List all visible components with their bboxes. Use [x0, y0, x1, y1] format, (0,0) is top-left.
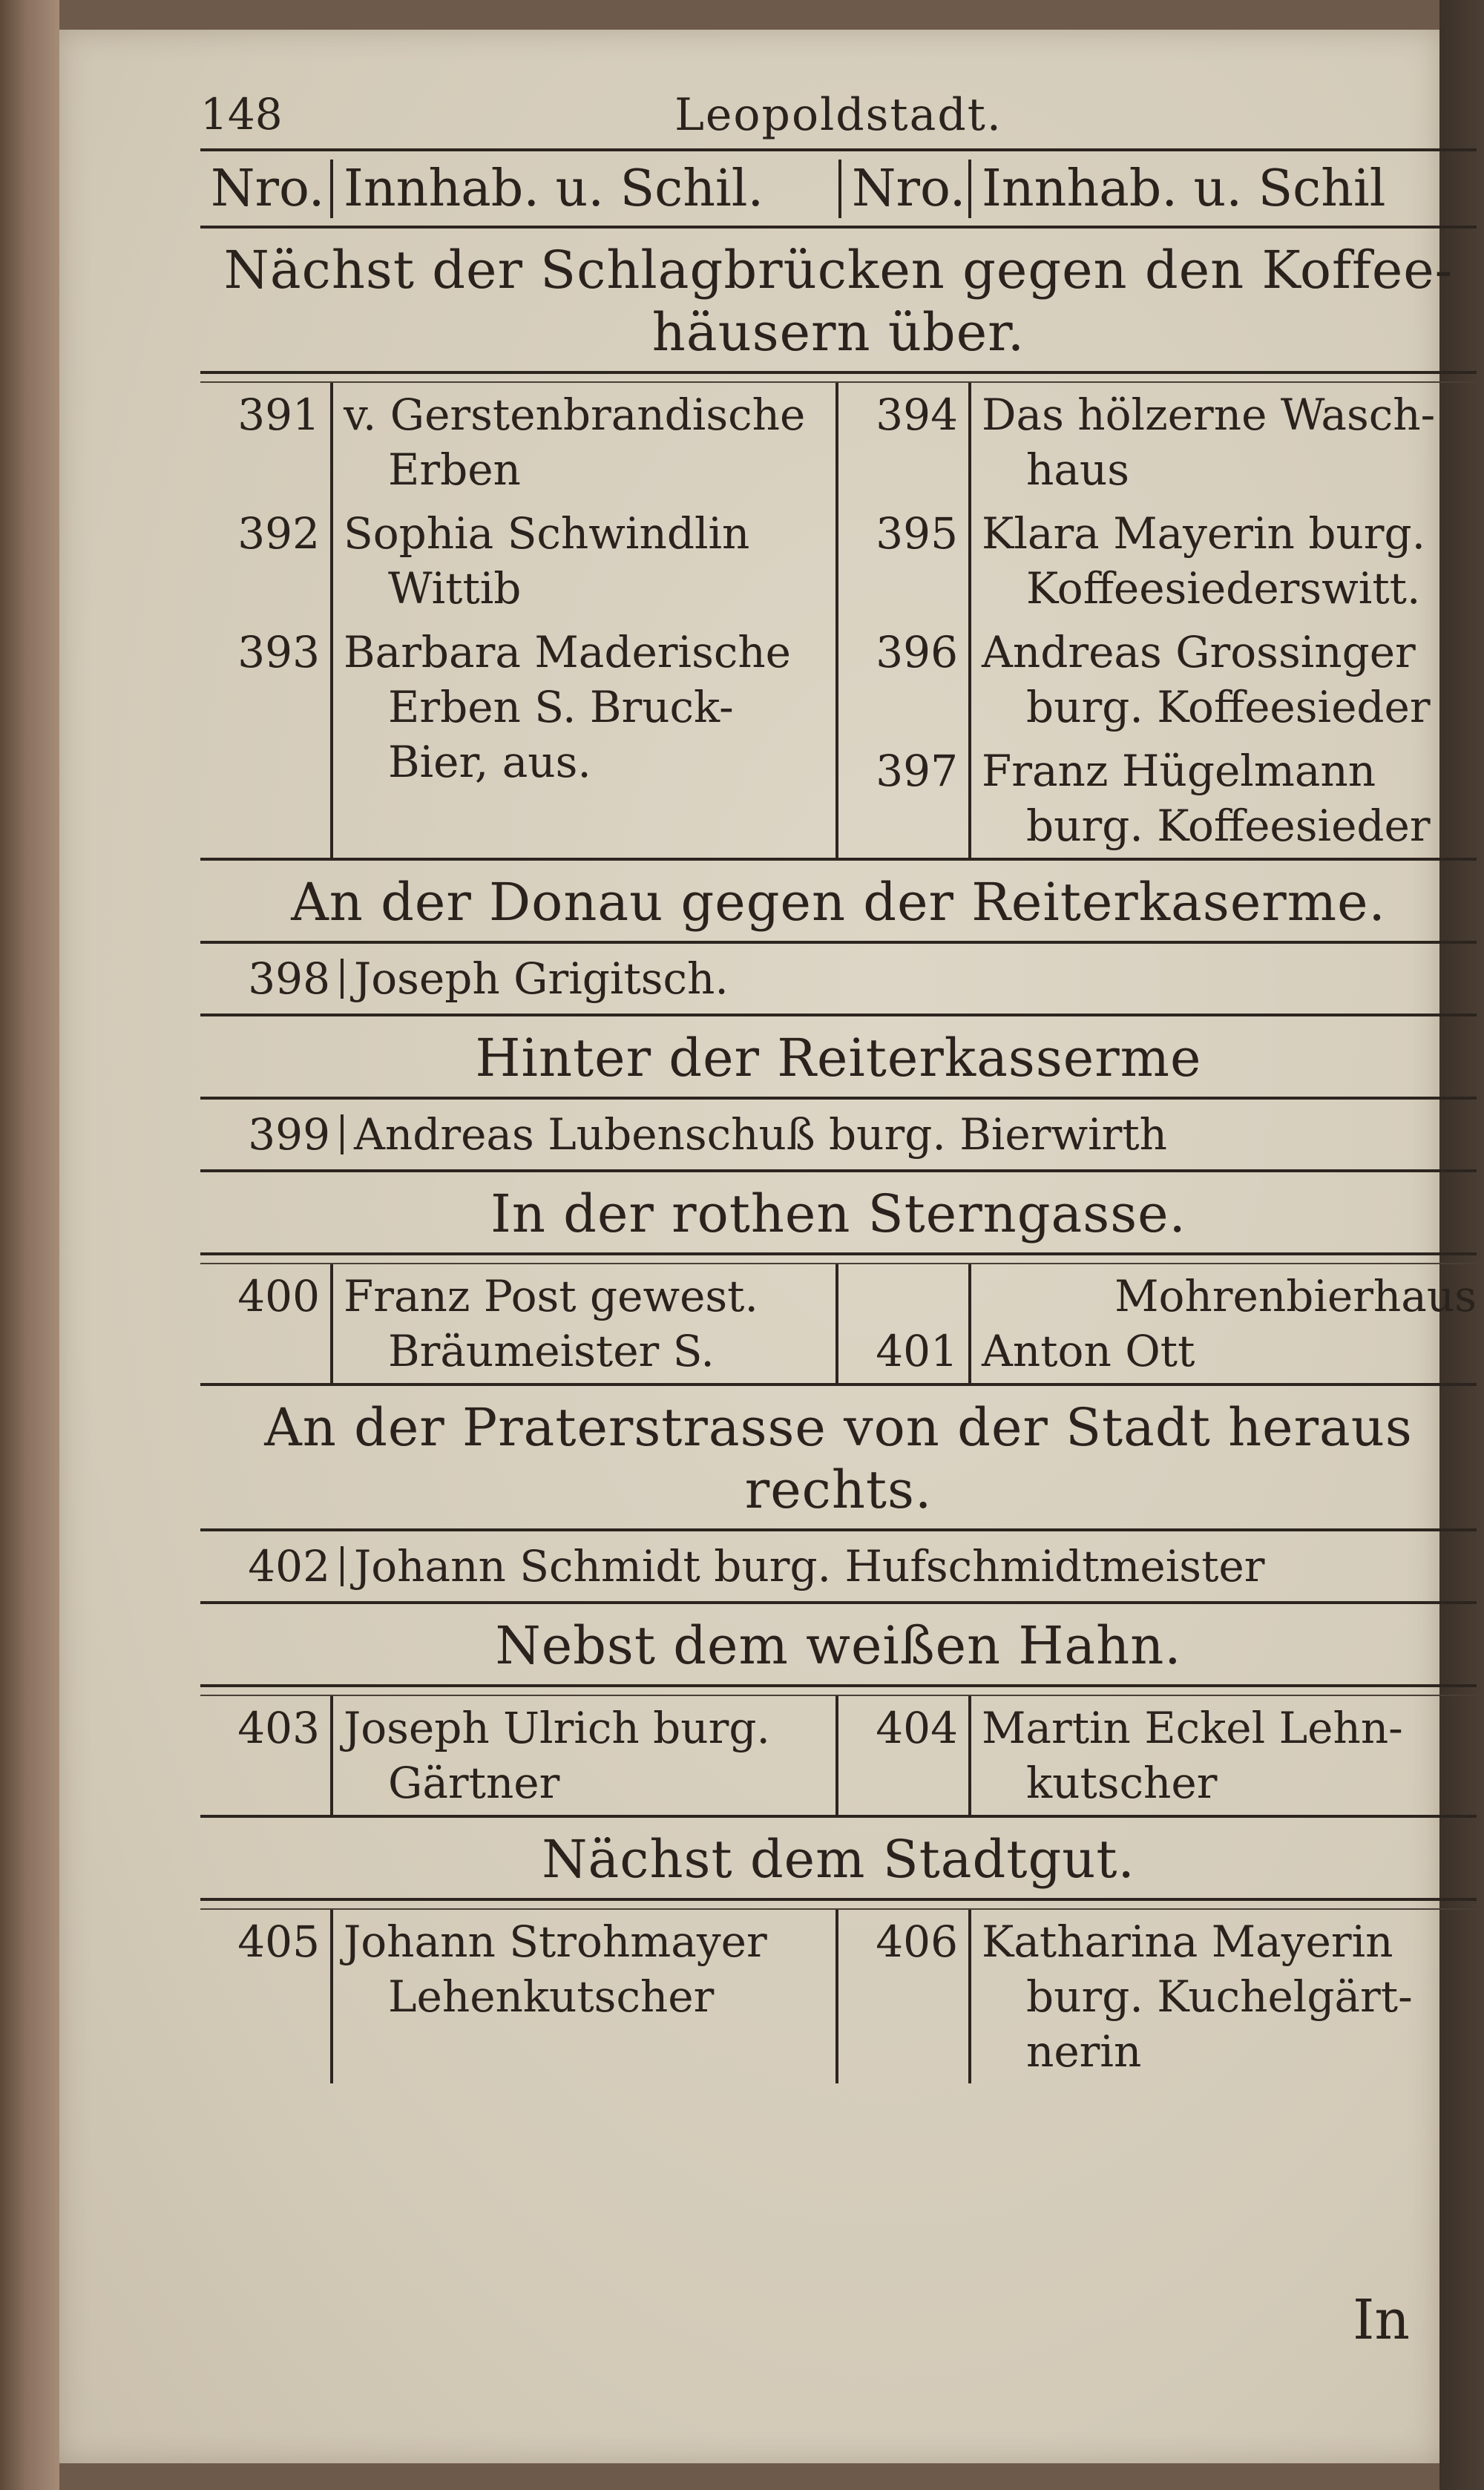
list-item: Das hölzerne Wasch- haus	[982, 390, 1436, 495]
section-heading: Hinter der Reiterkasserme	[475, 1028, 1202, 1088]
column-header-nro-right: Nro.	[838, 160, 968, 218]
list-item: Katharina Mayerin burg. Kuchelgärt- nerin	[982, 1916, 1413, 2077]
double-rule	[200, 371, 1477, 383]
house-number: 398	[248, 953, 330, 1004]
house-number: 406	[876, 1916, 958, 1967]
list-item: Franz Post gewest. Bräumeister S.	[344, 1271, 758, 1376]
section-heading: An der Praterstrasse von der Stadt heraus rechts.	[264, 1397, 1413, 1520]
owner-name: Andreas Lubenschuß burg. Bierwirth	[354, 1109, 1168, 1160]
list-item: Franz Hügelmann burg. Koffeesieder	[982, 746, 1431, 851]
list-item: Klara Mayerin burg. Koffeesiederswitt.	[982, 508, 1426, 614]
section-heading: In der rothen Sterngasse.	[490, 1183, 1186, 1244]
list-item: Andreas Grossinger burg. Koffeesieder	[982, 627, 1431, 732]
page-title: Leopoldstadt.	[674, 89, 1002, 141]
house-number: 397	[876, 746, 958, 796]
list-item: Sophia Schwindlin Wittib	[344, 508, 750, 614]
double-rule	[200, 1898, 1477, 1910]
column-header-owner-left: Innhab. u. Schil.	[330, 160, 838, 218]
right-entries	[968, 383, 1477, 858]
house-number: 393	[237, 627, 320, 677]
list-item	[200, 944, 1477, 1014]
house-number: 400	[237, 1271, 320, 1321]
section-heading: Nächst der Schlagbrücken gegen den Koffee-häusern über.	[223, 240, 1454, 363]
book-page	[59, 30, 1477, 2463]
list-item: Joseph Ulrich burg. Gärtner	[344, 1703, 770, 1808]
left-numbers	[200, 383, 330, 858]
running-head	[200, 82, 1477, 148]
column-divider	[341, 1114, 344, 1154]
list-item: Johann Strohmayer Lehenkutscher	[344, 1916, 767, 2022]
house-number: 399	[248, 1109, 330, 1160]
column-headers	[200, 148, 1477, 229]
house-number: 401	[876, 1326, 958, 1376]
section-heading: Nächst dem Stadtgut.	[542, 1829, 1135, 1890]
list-item: v. Gerstenbrandische Erben	[344, 390, 806, 495]
column-divider	[341, 1546, 344, 1586]
house-number: 396	[876, 627, 958, 677]
entries-grid	[200, 1910, 1477, 2083]
house-number: 391	[237, 390, 320, 440]
list-item	[200, 1100, 1477, 1169]
house-number: 402	[248, 1541, 330, 1591]
house-number: 403	[237, 1703, 320, 1753]
house-number: 405	[237, 1916, 320, 1967]
list-item: Mohrenbierhaus Anton Ott	[982, 1271, 1477, 1376]
house-number: 392	[237, 508, 320, 559]
section-heading: An der Donau gegen der Reiterkaserme.	[291, 872, 1386, 933]
list-item: Barbara Maderische Erben S. Bruck- Bier, aus.	[344, 627, 791, 787]
book-spine	[0, 0, 59, 2490]
entries-grid	[200, 1696, 1477, 1815]
section-heading: Nebst dem weißen Hahn.	[495, 1615, 1182, 1676]
house-number: 395	[876, 508, 958, 559]
house-number: 394	[876, 390, 958, 440]
owner-name: Joseph Grigitsch.	[354, 953, 729, 1004]
owner-name: Johann Schmidt burg. Hufschmidtmeister	[354, 1541, 1265, 1591]
house-number: 404	[876, 1703, 958, 1753]
entries-grid	[200, 383, 1477, 858]
list-item	[200, 1531, 1477, 1601]
column-header-nro-left: Nro.	[211, 159, 325, 218]
page-content	[200, 82, 1477, 2083]
double-rule	[200, 1252, 1477, 1264]
column-divider	[341, 959, 344, 999]
page-number: 148	[200, 89, 283, 139]
column-header-owner-right: Innhab. u. Schil	[968, 160, 1477, 218]
right-numbers	[838, 383, 968, 858]
left-entries	[330, 383, 838, 858]
entries-grid	[200, 1264, 1477, 1383]
catchword: In	[1353, 2288, 1410, 2352]
double-rule	[200, 1684, 1477, 1696]
list-item: Martin Eckel Lehn- kutscher	[982, 1703, 1403, 1808]
